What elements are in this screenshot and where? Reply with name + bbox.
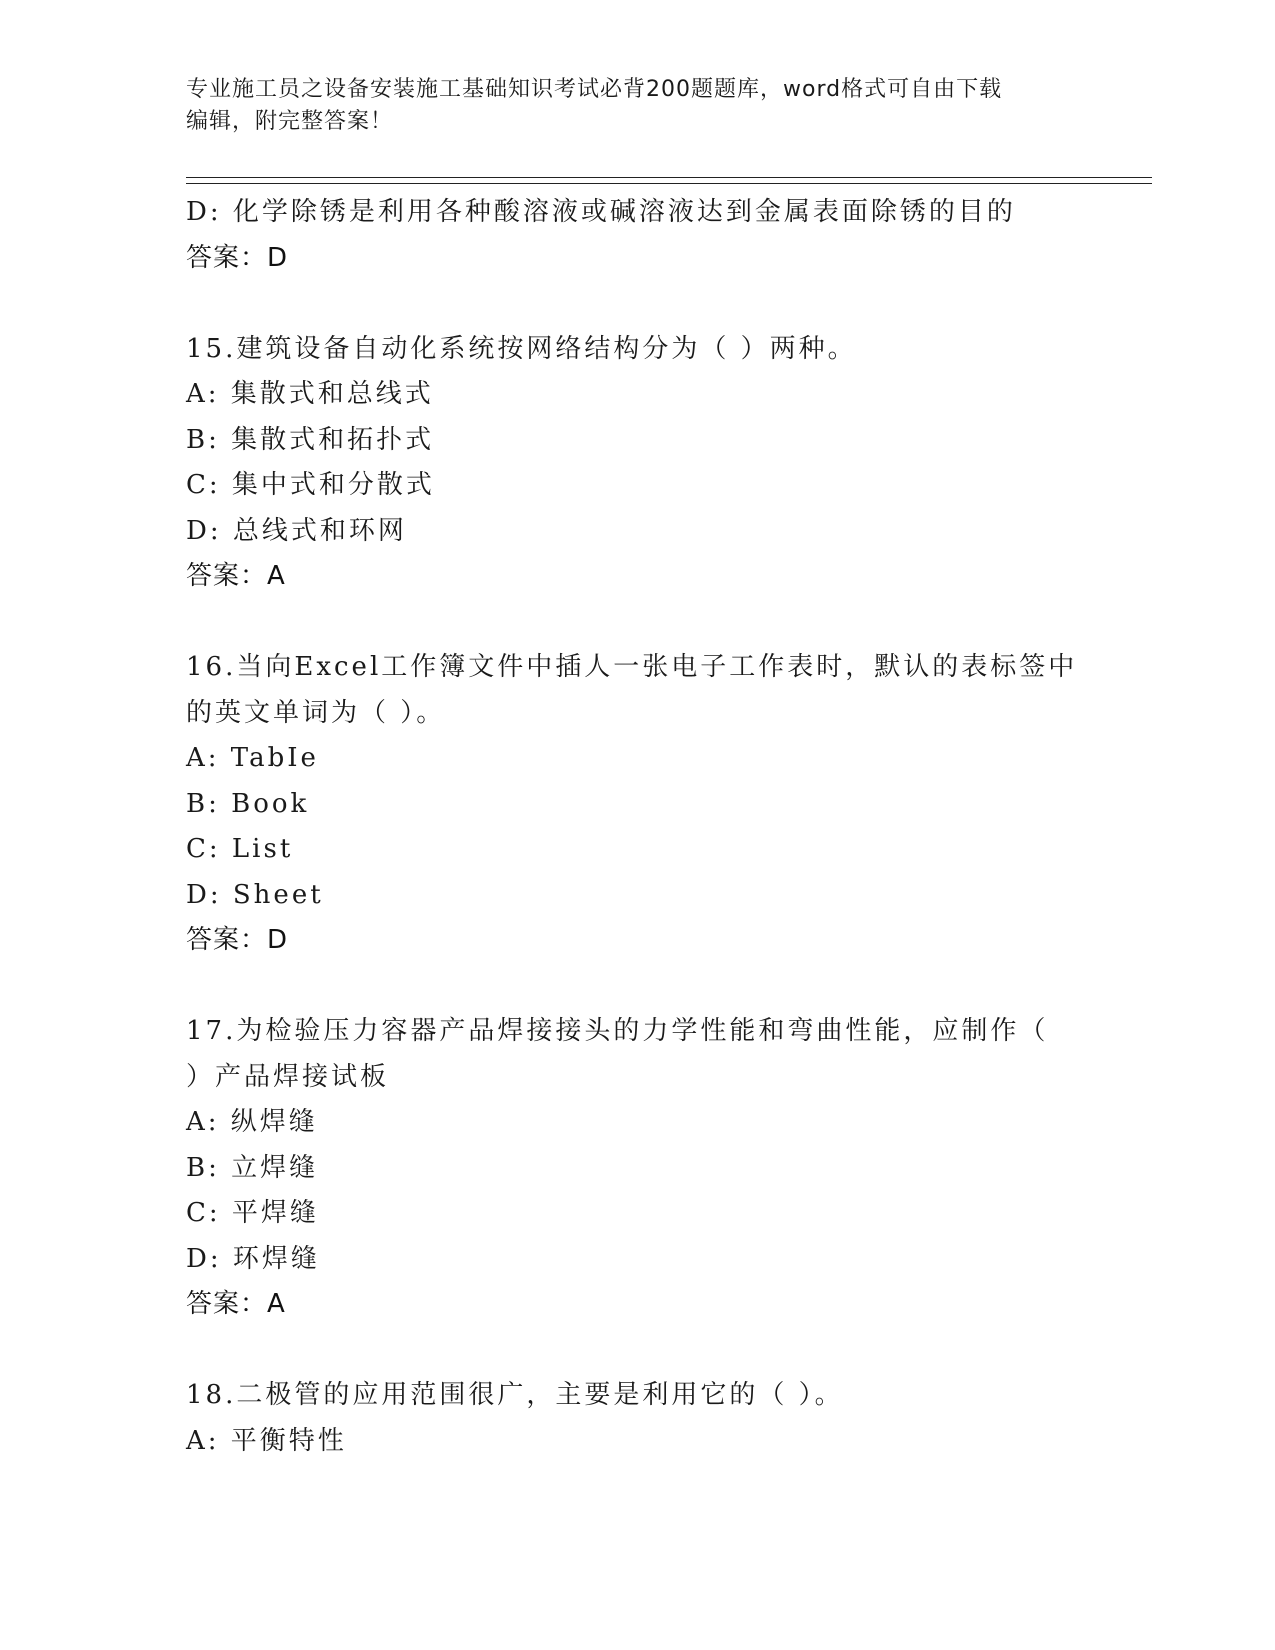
answer-line: 答案：A (186, 1289, 286, 1319)
spacer (186, 600, 1086, 646)
question-block-17 (186, 1009, 1086, 1328)
question-block-18 (186, 1373, 1086, 1464)
question-stem: 18.二极管的应用范围很广，主要是利用它的（ ）。 (186, 1380, 844, 1410)
question-list (186, 190, 1086, 1464)
question-stem-line1: 17.为检验压力容器产品焊接接头的力学性能和弯曲性能，应制作（ (186, 1016, 1049, 1046)
question-block-16 (186, 645, 1086, 964)
question-stem-line2: 的英文单词为（ ）。 (186, 697, 446, 728)
option-b: B: 立焊缝 (186, 1152, 319, 1183)
answer-line: 答案：A (186, 561, 286, 591)
header-title-line2: 编辑，附完整答案！ (186, 109, 394, 134)
option-c: C: 集中式和分散式 (186, 470, 435, 500)
answer-line: 答案：D (186, 242, 289, 273)
option-a: A: TabIe (186, 743, 319, 773)
option-c: C: 平焊缝 (186, 1198, 319, 1228)
option-d: D: Sheet (186, 879, 324, 910)
option-b: B: 集散式和拓扑式 (186, 424, 435, 455)
header-divider-bottom (186, 183, 1152, 184)
option-b: B: Book (186, 788, 310, 819)
document-header (186, 74, 1086, 138)
question-stem-line2: ）产品焊接试板 (186, 1061, 390, 1092)
answer-line: 答案：D (186, 925, 289, 955)
option-d: D: 总线式和环网 (186, 515, 407, 546)
option-a: A: 平衡特性 (186, 1425, 347, 1456)
option-a: A: 纵焊缝 (186, 1107, 318, 1137)
spacer (186, 964, 1086, 1010)
header-divider-top (186, 177, 1152, 178)
spacer (186, 1328, 1086, 1374)
option-a: A: 集散式和总线式 (186, 379, 434, 409)
question-stem: 15.建筑设备自动化系统按网络结构分为（ ）两种。 (186, 333, 857, 364)
question-block-14 (186, 190, 1086, 281)
header-title-line1: 专业施工员之设备安装施工基础知识考试必背200题题库，word格式可自由下载 (186, 77, 1003, 102)
question-block-15 (186, 327, 1086, 600)
spacer (186, 281, 1086, 327)
option-d: D: 环焊缝 (186, 1243, 320, 1274)
option-c: C: List (186, 834, 294, 864)
option-d: D: 化学除锈是利用各种酸溶液或碱溶液达到金属表面除锈的目的 (186, 197, 1016, 227)
question-stem-line1: 16.当向Excel工作簿文件中插人一张电子工作表时，默认的表标签中 (186, 652, 1078, 682)
